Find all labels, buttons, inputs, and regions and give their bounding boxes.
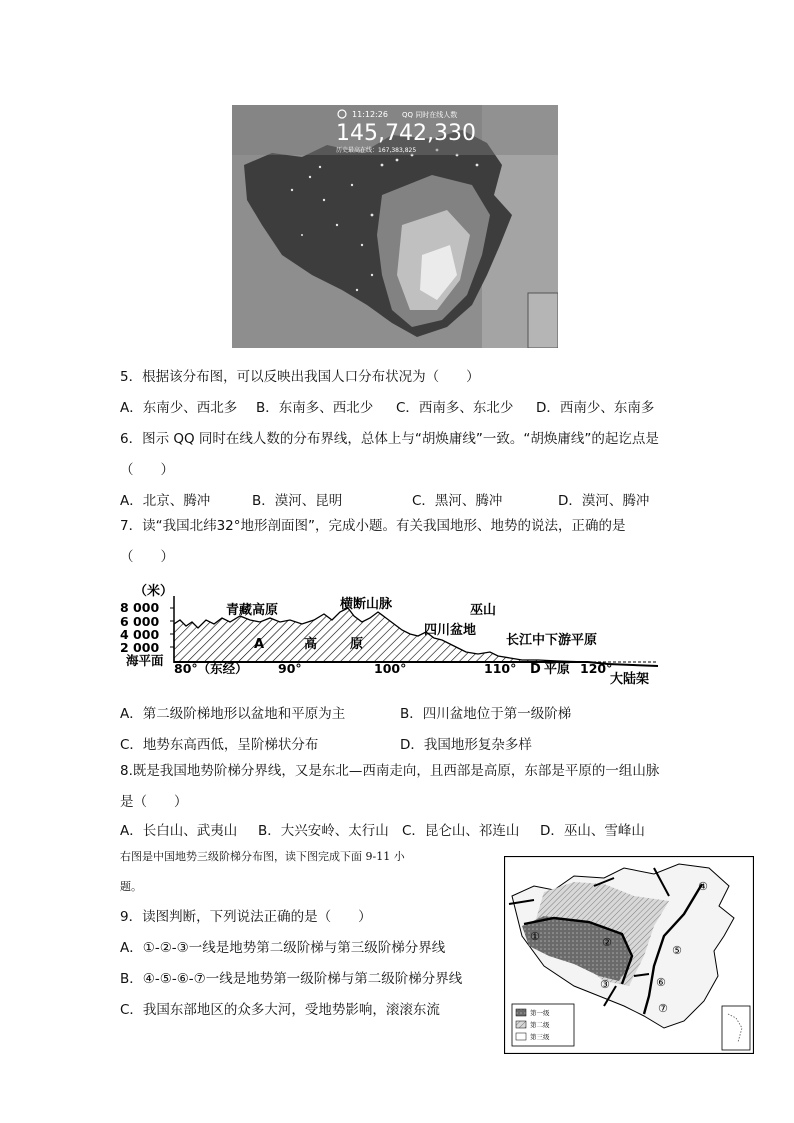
q6-option-b: B．漠河、昆明 bbox=[252, 493, 343, 509]
marker-1: ① bbox=[530, 930, 540, 943]
q9-option-c: C．我国东部地区的众多大河，受地势影响，滚滚东流 bbox=[120, 1002, 440, 1018]
q7-option-b: B．四川盆地位于第一级阶梯 bbox=[400, 706, 572, 722]
q6-stem: 6．图示 QQ 同时在线人数的分布界线，总体上与“胡焕庸线”一致。“胡焕庸线”的起讫点是 bbox=[120, 431, 659, 447]
profile-unit: （米） bbox=[134, 584, 174, 599]
label-D: D bbox=[530, 662, 541, 677]
q8-stem-cont: 是（ ） bbox=[120, 794, 188, 810]
terrain-profile-figure bbox=[118, 578, 678, 688]
marker-7: ⑦ bbox=[658, 1002, 668, 1015]
sea-level-label: 海平面 bbox=[126, 653, 164, 668]
label-yuan: 原 bbox=[350, 637, 364, 652]
qq-record: 历史最高在线：167,383,825 bbox=[336, 147, 417, 154]
label-qingzang: 青藏高原 bbox=[226, 603, 279, 618]
q6-option-c: C．黑河、腾冲 bbox=[412, 493, 503, 509]
label-sichuan: 四川盆地 bbox=[424, 623, 477, 638]
marker-5: ⑤ bbox=[672, 944, 682, 957]
label-shelf: 大陆架 bbox=[610, 672, 650, 687]
y-tick-2000: 2 000 bbox=[120, 640, 160, 655]
label-wushan: 巫山 bbox=[470, 603, 497, 618]
qq-clock: 11:12:26 bbox=[352, 110, 388, 119]
intro-line1: 右图是中国地势三级阶梯分布图，读下图完成下面 9-11 小 bbox=[120, 850, 405, 863]
label-hengduan: 横断山脉 bbox=[340, 597, 393, 612]
marker-6: ⑥ bbox=[656, 976, 666, 989]
x-tick-110: 110° bbox=[484, 661, 517, 676]
x-tick-80: 80°（东经） bbox=[174, 661, 248, 676]
x-tick-90: 90° bbox=[278, 661, 302, 676]
q5-stem: 5．根据该分布图，可以反映出我国人口分布状况为（ ） bbox=[120, 369, 480, 385]
y-tick-4000: 4 000 bbox=[120, 627, 160, 642]
q7-option-d: D．我国地形复杂多样 bbox=[400, 737, 532, 753]
x-tick-100: 100° bbox=[374, 661, 407, 676]
legend-step1: 第一级 bbox=[530, 1009, 550, 1017]
marker-3: ③ bbox=[600, 978, 610, 991]
q8-option-b: B．大兴安岭、太行山 bbox=[258, 823, 389, 839]
q8-option-a: A．长白山、武夷山 bbox=[120, 823, 238, 839]
south-sea-inset bbox=[722, 1006, 750, 1050]
q8-stem: 8.既是我国地势阶梯分界线，又是东北—西南走向，且西部是高原，东部是平原的一组山脉 bbox=[120, 763, 660, 779]
qq-online-count: 145,742,330 bbox=[336, 121, 476, 146]
q5-option-c: C．西南多、东北少 bbox=[396, 400, 514, 416]
terrain-steps-map bbox=[504, 856, 754, 1054]
qq-header-label: QQ 同时在线人数 bbox=[402, 111, 458, 119]
legend-step3: 第三级 bbox=[530, 1033, 550, 1041]
label-pingyuan: 平原 bbox=[544, 662, 571, 677]
q7-stem-cont: （ ） bbox=[120, 549, 174, 565]
x-tick-120: 120° bbox=[580, 661, 613, 676]
q6-stem-cont: （ ） bbox=[120, 462, 174, 478]
q7-option-a: A．第二级阶梯地形以盆地和平原为主 bbox=[120, 706, 346, 722]
q5-option-b: B．东南多、西北少 bbox=[256, 400, 374, 416]
intro-line2: 题。 bbox=[120, 880, 142, 893]
marker-2: ② bbox=[602, 936, 612, 949]
label-gao: 高 bbox=[304, 637, 318, 652]
q9-option-b: B．④-⑤-⑥-⑦一线是地势第一级阶梯与第二级阶梯分界线 bbox=[120, 971, 463, 987]
y-tick-8000: 8 000 bbox=[120, 600, 160, 615]
q5-option-d: D．西南少、东南多 bbox=[536, 400, 655, 416]
label-A: A bbox=[254, 637, 265, 652]
qq-online-map bbox=[232, 105, 558, 348]
label-changjiang: 长江中下游平原 bbox=[506, 633, 598, 648]
marker-4: ④ bbox=[698, 880, 708, 893]
q8-option-c: C．昆仑山、祁连山 bbox=[402, 823, 520, 839]
q9-option-a: A．①-②-③一线是地势第二级阶梯与第三级阶梯分界线 bbox=[120, 940, 446, 956]
q9-stem: 9．读图判断，下列说法正确的是（ ） bbox=[120, 909, 372, 925]
q6-option-d: D．漠河、腾冲 bbox=[558, 493, 650, 509]
q5-option-a: A．东南少、西北多 bbox=[120, 400, 238, 416]
q7-stem: 7．读“我国北纬32°地形剖面图”，完成小题。有关我国地形、地势的说法，正确的是 bbox=[120, 518, 626, 534]
legend-step2: 第二级 bbox=[530, 1021, 550, 1029]
q7-option-c: C．地势东高西低，呈阶梯状分布 bbox=[120, 737, 319, 753]
q8-option-d: D．巫山、雪峰山 bbox=[540, 823, 645, 839]
q6-option-a: A．北京、腾冲 bbox=[120, 493, 211, 509]
y-tick-6000: 6 000 bbox=[120, 614, 160, 629]
